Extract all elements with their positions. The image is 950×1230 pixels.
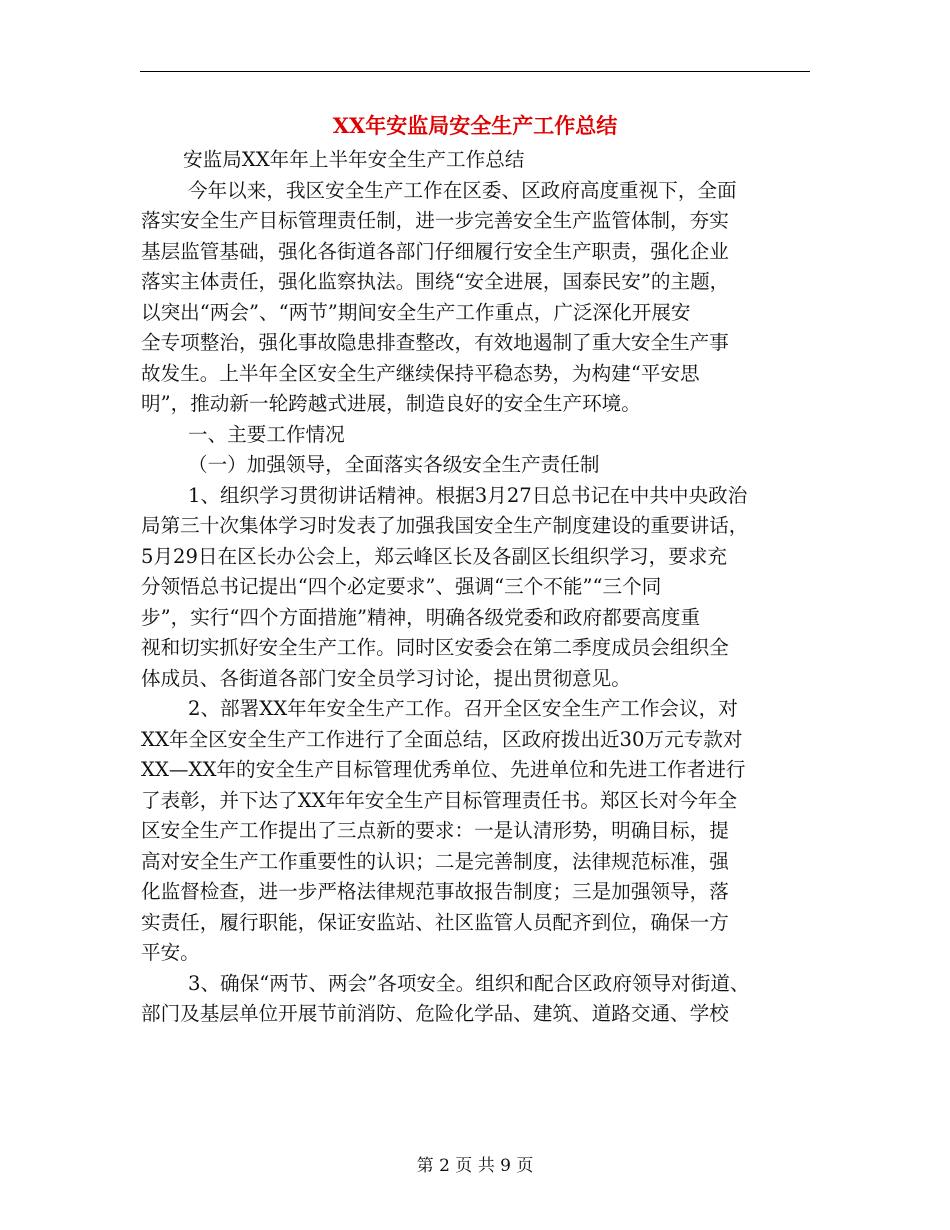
paragraph-line: XX年全区安全生产工作进行了全面总结，区政府拨出近30万元专款对 <box>141 727 743 751</box>
paragraph-line: 化监督检查，进一步严格法律规范事故报告制度；三是加强领导，落 <box>141 880 729 903</box>
paragraph-line: 5月29日在区长办公会上，郑云峰区长及各副区长组织学习，要求充 <box>141 544 728 568</box>
paragraph-line: 高对安全生产工作重要性的认识；二是完善制度，法律规范标准，强 <box>141 849 729 873</box>
document-title: XX年安监局安全生产工作总结 <box>332 113 618 138</box>
subsection-heading: （一）加强领导，全面落实各级安全生产责任制 <box>188 453 600 476</box>
paragraph-line: 明”，推动新一轮跨越式进展，制造良好的安全生产环境。 <box>141 392 641 415</box>
paragraph-line: 基层监管基础，强化各街道各部门仔细履行安全生产职责，强化企业 <box>141 239 729 263</box>
paragraph-line: 1、组织学习贯彻讲话精神。根据3月27日总书记在中共中央政治 <box>188 483 748 507</box>
section-heading: 一、主要工作情况 <box>188 422 345 446</box>
paragraph-line: 局第三十次集体学习时发表了加强我国安全生产制度建设的重要讲话， <box>141 514 749 537</box>
paragraph-line: 视和切实抓好安全生产工作。同时区安委会在第二季度成员会组织全 <box>141 636 729 659</box>
page-footer: 第 2 页 共 9 页 <box>416 1156 534 1176</box>
subtitle-line: 安监局XX年年上半年安全生产工作总结 <box>183 148 525 171</box>
paragraph-line: 落实安全生产目标管理责任制，进一步完善安全生产监管体制，夯实 <box>141 209 729 232</box>
paragraph-line: 2、部署XX年年安全生产工作。召开全区安全生产工作会议，对 <box>188 697 738 720</box>
paragraph-line: 故发生。上半年全区安全生产继续保持平稳态势，为构建“平安思 <box>141 361 700 385</box>
paragraph-line: 全专项整治，强化事故隐患排查整改，有效地遏制了重大安全生产事 <box>141 331 729 354</box>
paragraph-line: 以突出“两会”、“两节”期间安全生产工作重点，广泛深化开展安 <box>141 300 691 324</box>
paragraph-line: 落实主体责任，强化监察执法。围绕“安全进展，国泰民安”的主题， <box>141 270 730 293</box>
paragraph-line: 3、确保“两节、两会”各项安全。组织和配合区政府领导对街道、 <box>188 971 750 995</box>
document-body <box>141 145 821 1030</box>
header-rule <box>140 71 810 72</box>
paragraph-line: 步”，实行“四个方面措施”精神，明确各级党委和政府都要高度重 <box>141 605 701 629</box>
paragraph-line: 今年以来，我区安全生产工作在区委、区政府高度重视下，全面 <box>188 178 737 202</box>
paragraph-line: 体成员、各街道各部门安全员学习讨论，提出贯彻意见。 <box>141 666 631 690</box>
paragraph-line: 部门及基层单位开展节前消防、危险化学品、建筑、道路交通、学校 <box>141 1002 729 1025</box>
paragraph-line: 分领悟总书记提出“四个必定要求”、强调“三个不能”“三个同 <box>141 575 662 598</box>
paragraph-line: 区安全生产工作提出了三点新的要求：一是认清形势，明确目标，提 <box>141 819 729 842</box>
paragraph-line: 了表彰，并下达了XX年年安全生产目标管理责任书。郑区长对今年全 <box>141 788 738 812</box>
paragraph-line: 平安。 <box>141 941 200 964</box>
paragraph-line: XX—XX年的安全生产目标管理优秀单位、先进单位和先进工作者进行 <box>141 758 746 781</box>
paragraph-line: 实责任，履行职能，保证安监站、社区监管人员配齐到位，确保一方 <box>141 910 729 934</box>
